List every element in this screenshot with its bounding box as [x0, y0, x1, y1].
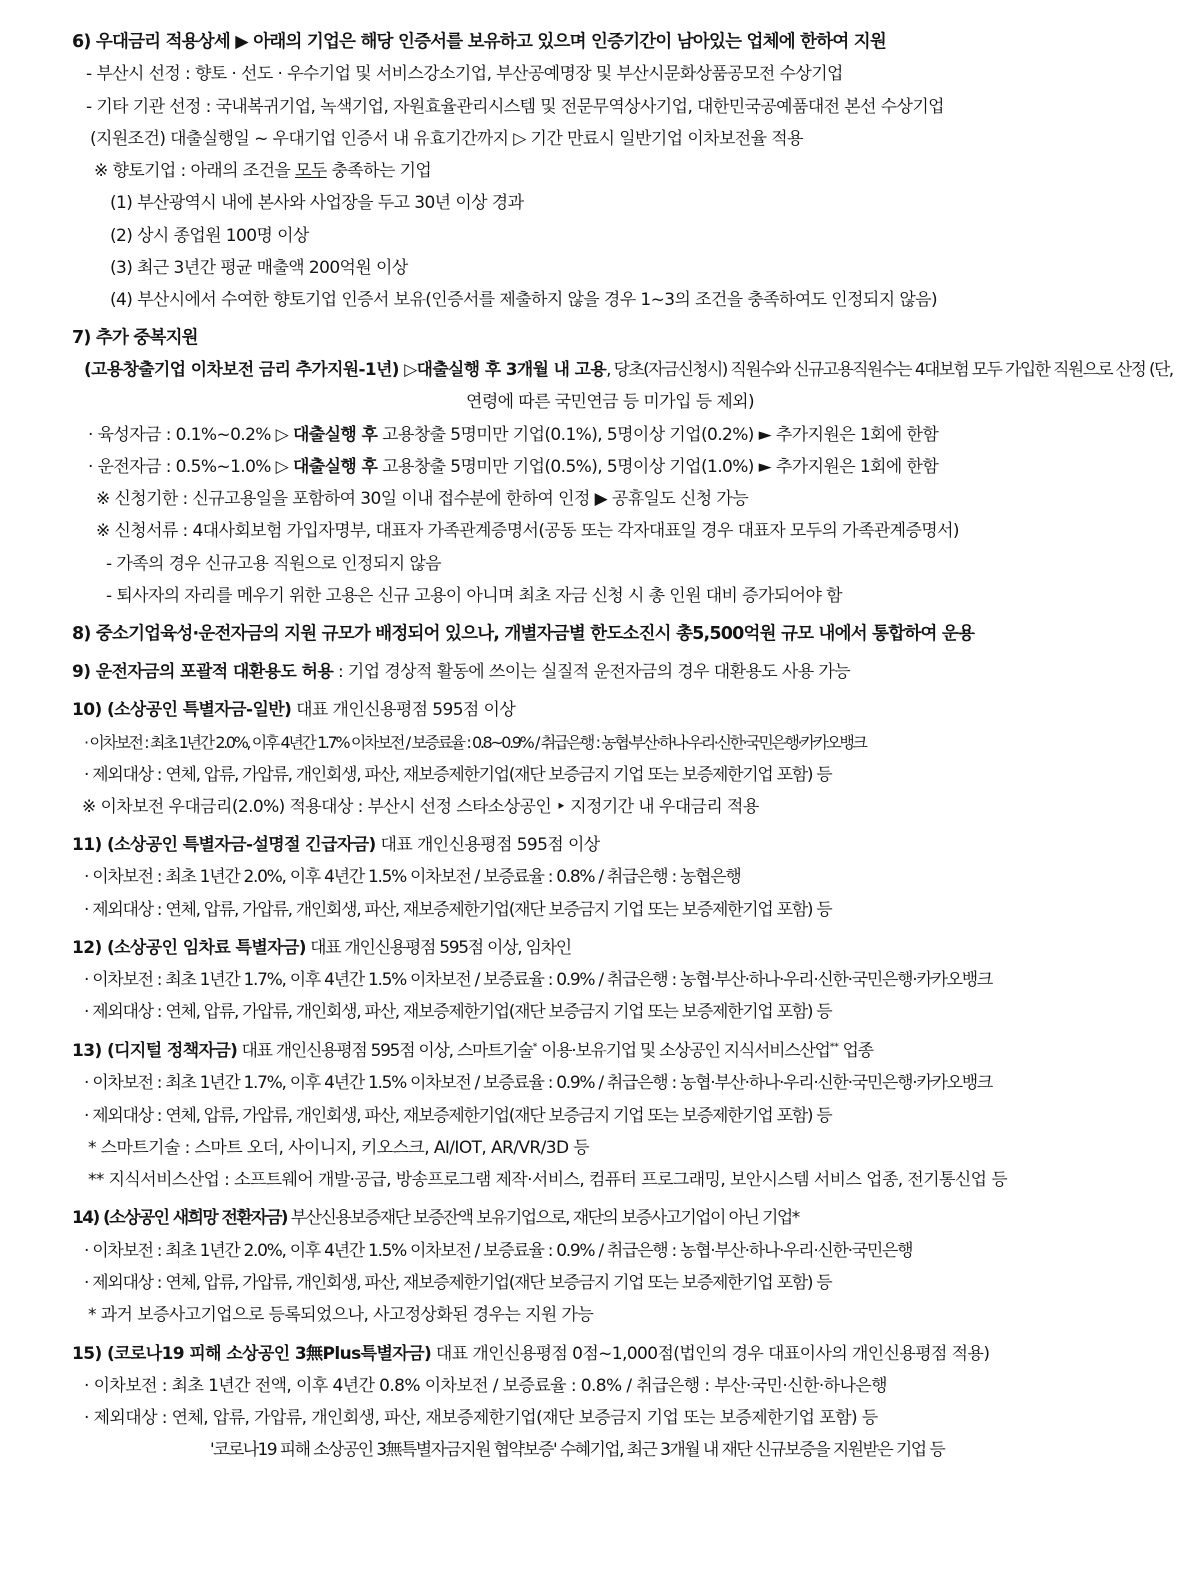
title-bold: 13) (디지털 정책자금)	[72, 1041, 238, 1061]
condition-item: (2) 상시 종업원 100명 이상	[110, 226, 309, 246]
title-rest: 부산신용보증재단 보증잔액 보유기업으로, 재단의 보증사고기업이 아닌 기업*	[286, 1208, 799, 1228]
section-12-title	[72, 938, 571, 958]
support-text: · 운전자금 : 0.5%~1.0% ▷	[88, 457, 293, 477]
footnote-mark: **	[829, 1041, 839, 1053]
subtitle-rest: , 당초(자금신청시) 직원수와 신규고용직원수는 4대보험 모두 가입한 직원으로 산정 (단,	[606, 360, 1173, 380]
section-6-line: - 기타 기관 선정 : 국내복귀기업, 녹색기업, 자원효율관리시스템 및 전문무역상사기업, 대한민국공예품대전 본선 수상기업	[86, 97, 944, 117]
title-bold: 14) (소상공인 새희망 전환자금)	[72, 1208, 287, 1228]
title-rest: 대표 개인신용평점 595점 이상	[375, 835, 600, 855]
section-14-note: * 과거 보증사고기업으로 등록되었으나, 사고정상화된 경우는 지원 가능	[88, 1305, 594, 1325]
title-rest: 이용·보유기업 및 소상공인 지식서비스산업	[536, 1041, 830, 1061]
section-10-title	[72, 700, 515, 720]
section-13-note: ** 지식서비스산업 : 소프트웨어 개발·공급, 방송프로그램 제작·서비스, 컴퓨터 프로그래밍, 보안시스템 서비스 업종, 전기통신업 등	[88, 1170, 1008, 1190]
subtitle-bold: (고용창출기업 이차보전 금리 추가지원-1년) ▷대출실행 후 3개월 내 고용	[84, 360, 607, 380]
section-13-note: * 스마트기술 : 스마트 오더, 사이니지, 키오스크, AI/IOT, AR/VR/3D 등	[88, 1138, 590, 1158]
section-15-line: · 제외대상 : 연체, 압류, 가압류, 개인회생, 파산, 재보증제한기업(재단 보증금지 기업 또는 보증제한기업 포함) 등	[84, 1408, 878, 1428]
section-6-title: 6) 우대금리 적용상세 ▶ 아래의 기업은 해당 인증서를 보유하고 있으며 인증기간이 남아있는 업체에 한하여 지원	[72, 32, 886, 52]
section-14-line: · 제외대상 : 연체, 압류, 가압류, 개인회생, 파산, 재보증제한기업(재단 보증금지 기업 또는 보증제한기업 포함) 등	[84, 1273, 832, 1293]
section-15-line: '코로나19 피해 소상공인 3無특별자금지원 협약보증' 수혜기업, 최근 3개월 내 재단 신규보증을 지원받은 기업 등	[210, 1440, 945, 1460]
section-7-subtitle	[84, 360, 1173, 380]
section-14-title	[72, 1208, 799, 1228]
section-7-detail: - 가족의 경우 신규고용 직원으로 인정되지 않음	[106, 554, 441, 574]
section-11-line: · 이차보전 : 최초 1년간 2.0%, 이후 4년간 1.5% 이차보전 / 보증료율 : 0.8% / 취급은행 : 농협은행	[84, 867, 741, 887]
title-rest: 대표 개인신용평점 595점 이상, 스마트기술	[237, 1041, 533, 1061]
title-bold: 10) (소상공인 특별자금-일반)	[72, 700, 292, 720]
title-bold: 12) (소상공인 임차료 특별자금)	[72, 938, 306, 958]
condition-item: (4) 부산시에서 수여한 향토기업 인증서 보유(인증서를 제출하지 않을 경우 1~3의 조건을 충족하여도 인정되지 않음)	[110, 290, 938, 310]
section-7-subtitle-cont: 연령에 따른 국민연금 등 미가입 등 제외)	[466, 392, 755, 412]
section-6-line: - 부산시 선정 : 향토 · 선도 · 우수기업 및 서비스강소기업, 부산공예명장 및 부산시문화상품공모전 수상기업	[86, 64, 843, 84]
section-7-title: 7) 추가 중복지원	[72, 328, 198, 348]
section-12-line: · 제외대상 : 연체, 압류, 가압류, 개인회생, 파산, 재보증제한기업(재단 보증금지 기업 또는 보증제한기업 포함) 등	[84, 1002, 832, 1022]
section-11-title	[72, 835, 600, 855]
note-text: ※ 향토기업 : 아래의 조건을	[94, 161, 296, 181]
title-bold: 11) (소상공인 특별자금-설명절 긴급자금)	[72, 835, 376, 855]
title-rest: 대표 개인신용평점 0점~1,000점(법인의 경우 대표이사의 개인신용평점 적용)	[431, 1344, 990, 1364]
section-11-line: · 제외대상 : 연체, 압류, 가압류, 개인회생, 파산, 재보증제한기업(재단 보증금지 기업 또는 보증제한기업 포함) 등	[84, 900, 832, 920]
section-6-line: (지원조건) 대출실행일 ~ 우대기업 인증서 내 유효기간까지 ▷ 기간 만료시 일반기업 이차보전율 적용	[90, 129, 803, 149]
section-6-note	[94, 161, 431, 181]
note-underline: 모두	[295, 161, 327, 181]
section-13-title	[72, 1041, 873, 1061]
support-text: 고용창출 5명미만 기업(0.1%), 5명이상 기업(0.2%) ► 추가지원은 1회에 한함	[377, 425, 939, 445]
support-item	[88, 425, 938, 445]
support-bold: 대출실행 후	[292, 457, 378, 477]
section-7-note: ※ 신청서류 : 4대사회보험 가입자명부, 대표자 가족관계증명서(공동 또는 각자대표일 경우 대표자 모두의 가족관계증명서)	[96, 521, 959, 541]
section-15-title	[72, 1344, 989, 1364]
section-9-title	[72, 662, 850, 682]
support-bold: 대출실행 후	[292, 425, 378, 445]
title-rest: : 기업 경상적 활동에 쓰이는 실질적 운전자금의 경우 대환용도 사용 가능	[333, 662, 850, 682]
section-12-line: · 이차보전 : 최초 1년간 1.7%, 이후 4년간 1.5% 이차보전 / 보증료율 : 0.9% / 취급은행 : 농협·부산·하나·우리·신한·국민은행·카카오뱅크	[84, 970, 992, 990]
title-rest: 업종	[838, 1041, 873, 1061]
title-rest: 대표 개인신용평점 595점 이상	[291, 700, 516, 720]
section-13-line: · 제외대상 : 연체, 압류, 가압류, 개인회생, 파산, 재보증제한기업(재단 보증금지 기업 또는 보증제한기업 포함) 등	[84, 1106, 832, 1126]
note-text: 충족하는 기업	[326, 161, 432, 181]
support-text: 고용창출 5명미만 기업(0.5%), 5명이상 기업(1.0%) ► 추가지원은 1회에 한함	[377, 457, 939, 477]
condition-item: (1) 부산광역시 내에 본사와 사업장을 두고 30년 이상 경과	[110, 193, 524, 213]
section-7-detail: - 퇴사자의 자리를 메우기 위한 고용은 신규 고용이 아니며 최초 자금 신청 시 총 인원 대비 증가되어야 함	[106, 586, 842, 606]
support-text: · 육성자금 : 0.1%~0.2% ▷	[88, 425, 293, 445]
title-bold: 15) (코로나19 피해 소상공인 3無Plus특별자금)	[72, 1344, 432, 1364]
section-10-line: · 제외대상 : 연체, 압류, 가압류, 개인회생, 파산, 재보증제한기업(재단 보증금지 기업 또는 보증제한기업 포함) 등	[84, 765, 832, 785]
section-14-line: · 이차보전 : 최초 1년간 2.0%, 이후 4년간 1.5% 이차보전 / 보증료율 : 0.9% / 취급은행 : 농협·부산·하나·우리·신한·국민은행	[84, 1241, 913, 1261]
footnote-mark: *	[532, 1041, 537, 1053]
title-bold: 9) 운전자금의 포괄적 대환용도 허용	[72, 662, 334, 682]
section-13-line: · 이차보전 : 최초 1년간 1.7%, 이후 4년간 1.5% 이차보전 / 보증료율 : 0.9% / 취급은행 : 농협·부산·하나·우리·신한·국민은행·카카오뱅크	[84, 1073, 992, 1093]
condition-item: (3) 최근 3년간 평균 매출액 200억원 이상	[110, 258, 408, 278]
section-7-note: ※ 신청기한 : 신규고용일을 포함하여 30일 이내 접수분에 한하여 인정 ▶ 공휴일도 신청 가능	[96, 489, 749, 509]
section-10-note: ※ 이차보전 우대금리(2.0%) 적용대상 : 부산시 선정 스타소상공인 ‣ 지정기간 내 우대금리 적용	[82, 797, 759, 817]
section-8-title: 8) 중소기업육성·운전자금의 지원 규모가 배정되어 있으나, 개별자금별 한도소진시 총5,500억원 규모 내에서 통합하여 운용	[72, 624, 975, 644]
support-item	[88, 457, 938, 477]
section-10-line: · 이차보전 : 최초 1년간 2.0%, 이후 4년간 1.7% 이차보전 / 보증료율 : 0.8~0.9% / 취급은행 : 농협·부산·하나·우리·신한·국민은행·카카오뱅크	[84, 733, 866, 752]
title-rest: 대표 개인신용평점 595점 이상, 임차인	[305, 938, 571, 958]
section-15-line: · 이차보전 : 최초 1년간 전액, 이후 4년간 0.8% 이차보전 / 보증료율 : 0.8% / 취급은행 : 부산·국민·신한·하나은행	[84, 1376, 887, 1396]
